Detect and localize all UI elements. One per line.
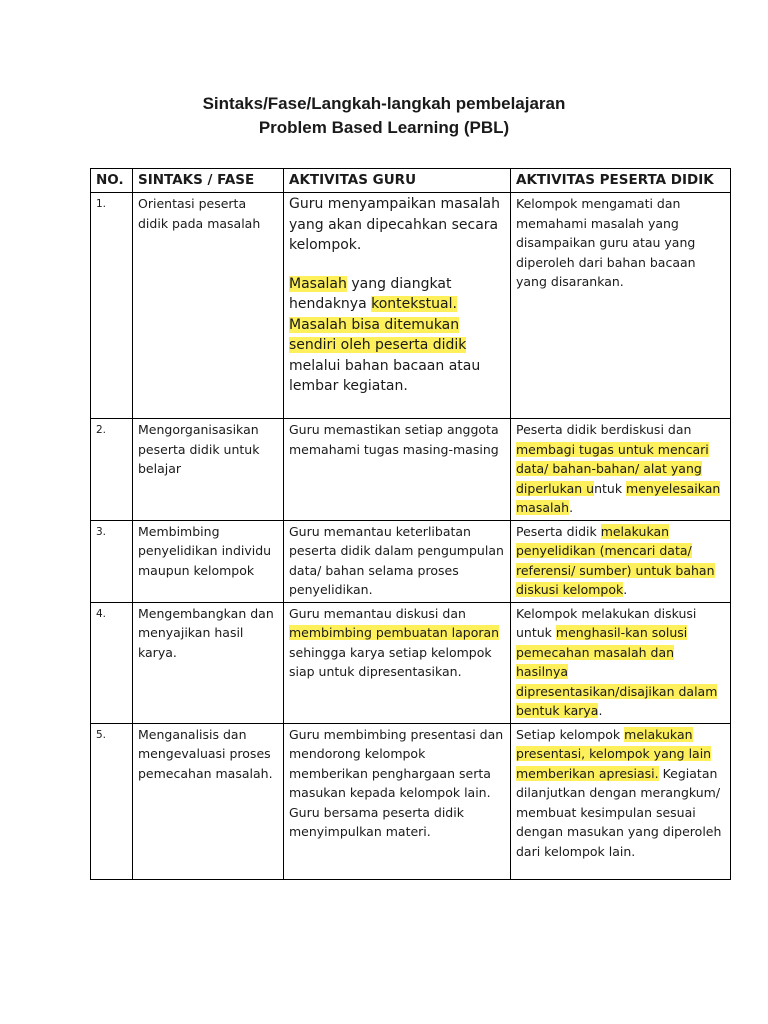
row-fase: Orientasi peserta didik pada masalah <box>133 193 284 419</box>
row-fase: Mengorganisasikan peserta didik untuk belajar <box>133 419 284 521</box>
peserta-text: . <box>569 500 574 515</box>
title-line-2: Problem Based Learning (PBL) <box>258 118 510 137</box>
table-row <box>91 602 731 723</box>
row-aktivitas-guru <box>284 193 511 419</box>
peserta-text: . <box>598 703 603 718</box>
row-fase: Membimbing penyelidikan individu maupun kelompok <box>133 520 284 602</box>
table-row <box>91 419 731 521</box>
row-number: 2. <box>91 419 133 521</box>
row-number: 3. <box>91 520 133 602</box>
row-fase: Mengembangkan dan menyajikan hasil karya. <box>133 602 284 723</box>
peserta-text: Kegiatan dilanjutkan dengan merangkum/ membuat kesimpulan sesuai dengan masukan yang diperoleh dari kelompok lain. <box>516 765 722 859</box>
table-row <box>91 723 731 879</box>
row-aktivitas-peserta: Kelompok mengamati dan memahami masalah yang disampaikan guru atau yang diperoleh dari bahan bacaan yang disarankan. <box>511 193 731 419</box>
header-fase: SINTAKS / FASE <box>133 169 284 193</box>
guru-text: Guru menyampaikan masalah yang akan dipecahkan secara kelompok. <box>289 196 500 253</box>
table-row <box>91 520 731 602</box>
pbl-syntax-table <box>90 168 731 880</box>
highlight: menghasil-kan solusi pemecahan masalah dan hasilnya dipresentasikan/disajikan dalam bentuk karya <box>516 625 718 718</box>
highlight: melakukan presentasi, kelompok yang lain memberikan apresiasi. <box>516 726 712 781</box>
peserta-text: Peserta didik <box>516 523 601 539</box>
highlight: Masalah <box>289 275 347 292</box>
peserta-text: Peserta didik berdiskusi dan <box>516 422 692 437</box>
row-aktivitas-guru: Guru memastikan setiap anggota memahami tugas masing-masing <box>284 419 511 521</box>
guru-text: melalui bahan bacaan atau lembar kegiatan. <box>289 357 481 394</box>
peserta-text: ntuk <box>594 480 627 496</box>
table-header-row <box>91 169 731 193</box>
highlight: membagi tugas untuk mencari data/ bahan-bahan/ alat yang diperlukan u <box>516 441 709 496</box>
row-aktivitas-peserta <box>511 520 731 602</box>
row-number: 4. <box>91 602 133 723</box>
row-aktivitas-guru: Guru memantau keterlibatan peserta didik dalam pengumpulan data/ bahan selama proses penyelidikan. <box>284 520 511 602</box>
row-aktivitas-peserta <box>511 723 731 879</box>
table-row <box>91 193 731 419</box>
peserta-text: . <box>623 582 628 597</box>
guru-text: Guru memantau diskusi dan <box>289 605 466 621</box>
row-number: 1. <box>91 193 133 419</box>
row-aktivitas-peserta <box>511 419 731 521</box>
row-aktivitas-guru: Guru membimbing presentasi dan mendorong kelompok memberikan penghargaan serta masukan kepada kelompok lain. Guru bersama peserta didik menyimpulkan materi. <box>284 723 511 879</box>
peserta-text: Setiap kelompok <box>516 726 625 742</box>
row-aktivitas-guru <box>284 602 511 723</box>
title-line-1: Sintaks/Fase/Langkah-langkah pembelajaran <box>202 94 566 113</box>
highlight: kontekstual. Masalah bisa ditemukan sendiri oleh peserta didik <box>289 296 467 353</box>
highlight: melakukan penyelidikan (mencari data/ referensi/ sumber) untuk bahan diskusi kelompok <box>516 523 715 597</box>
row-aktivitas-peserta <box>511 602 731 723</box>
guru-text: yang diangkat hendaknya <box>289 275 452 312</box>
header-no: NO. <box>91 169 133 193</box>
header-aktivitas-peserta: AKTIVITAS PESERTA DIDIK <box>511 169 731 193</box>
row-fase: Menganalisis dan mengevaluasi proses pemecahan masalah. <box>133 723 284 879</box>
header-aktivitas-guru: AKTIVITAS GURU <box>284 169 511 193</box>
guru-text: sehingga karya setiap kelompok siap untuk dipresentasikan. <box>289 644 492 679</box>
highlight: menyelesaikan masalah <box>516 480 721 515</box>
peserta-text: Kelompok melakukan diskusi untuk <box>516 605 697 640</box>
row-number: 5. <box>91 723 133 879</box>
page-title <box>0 92 768 140</box>
highlight: membimbing pembuatan laporan <box>289 625 500 640</box>
